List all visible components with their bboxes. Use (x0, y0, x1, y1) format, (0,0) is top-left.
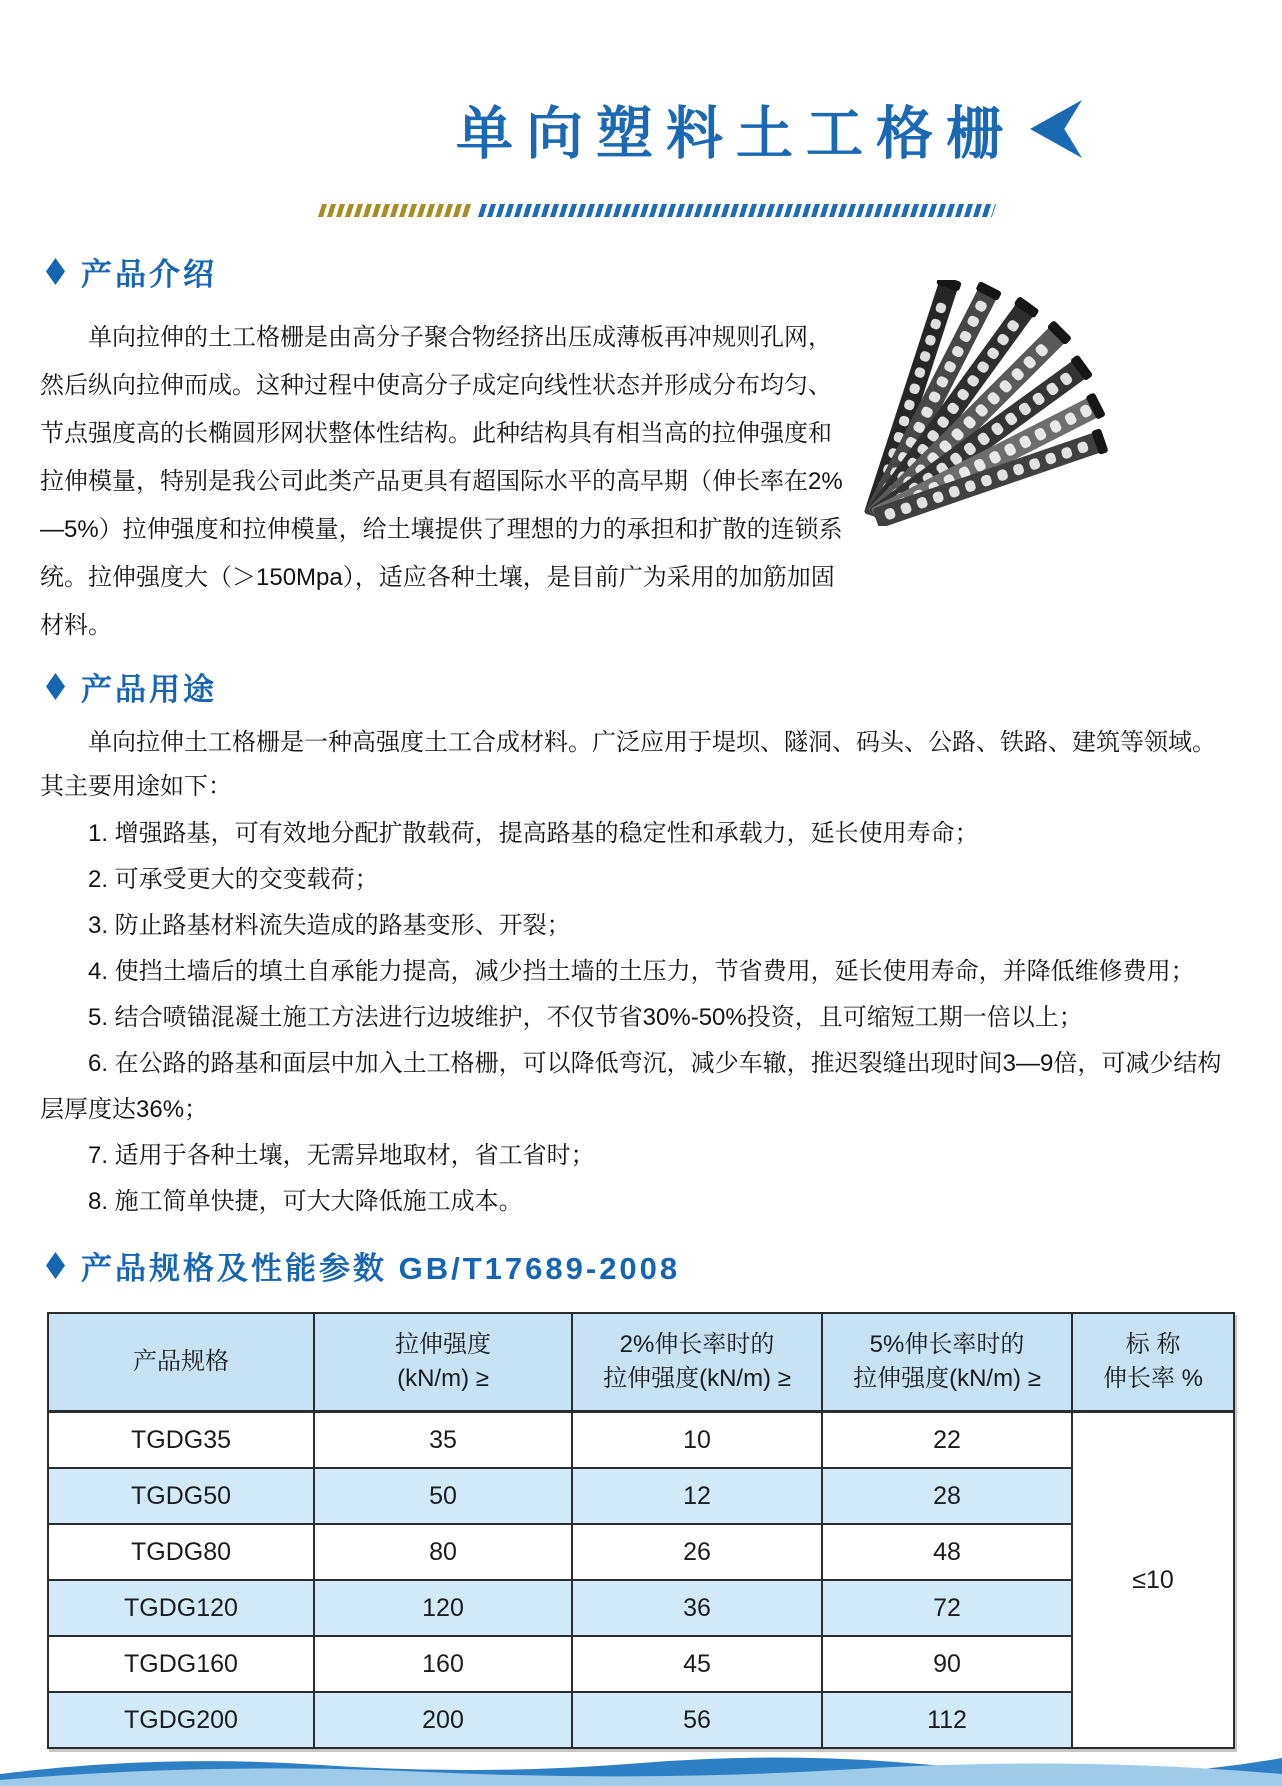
spec-cell: 56 (572, 1692, 822, 1748)
use-item: 5. 结合喷锚混凝土施工方法进行边坡维护，不仅节省30%-50%投资，且可缩短工期一倍以上； (88, 1004, 1083, 1031)
use-item: 3. 防止路基材料流失造成的路基变形、开裂； (88, 912, 571, 939)
spec-cell: TGDG120 (48, 1580, 314, 1636)
gold-hatch-stripe (318, 204, 472, 217)
spec-cell: TGDG160 (48, 1636, 314, 1692)
use-item: 1. 增强路基，可有效地分配扩散载荷，提高路基的稳定性和承载力，延长使用寿命； (88, 820, 979, 847)
use-item: 2. 可承受更大的交变载荷； (88, 866, 379, 893)
spec-cell: 50 (314, 1468, 572, 1524)
page-title: 单向塑料土工格栅 (456, 100, 1016, 167)
spec-cell: 28 (822, 1468, 1072, 1524)
spec-column-header: 产品规格 (48, 1313, 314, 1412)
spec-cell: 120 (314, 1580, 572, 1636)
spec-cell: 10 (572, 1412, 822, 1469)
left-chevron-icon (1030, 100, 1082, 158)
spec-row-TGDG50 (48, 1468, 1234, 1524)
nominal-elongation-cell: ≤10 (1072, 1412, 1234, 1749)
spec-cell: TGDG50 (48, 1468, 314, 1524)
spec-row-TGDG120 (48, 1580, 1234, 1636)
spec-table-header-row (48, 1313, 1234, 1412)
spec-cell: TGDG200 (48, 1692, 314, 1748)
blue-hatch-stripe (478, 204, 996, 217)
diamond-bullet-icon (46, 1252, 65, 1279)
diamond-bullet-icon (46, 673, 65, 700)
uses-intro-paragraph: 单向拉伸土工格栅是一种高强度土工合成材料。广泛应用于堤坝、隧洞、码头、公路、铁路、建筑等领域。 其主要用途如下： (40, 729, 1216, 800)
spec-cell: TGDG35 (48, 1412, 314, 1469)
spec-cell: 12 (572, 1468, 822, 1524)
diamond-bullet-icon (46, 258, 65, 285)
spec-table (47, 1312, 1235, 1749)
spec-cell: 48 (822, 1524, 1072, 1580)
spec-row-TGDG80 (48, 1524, 1234, 1580)
spec-cell: 90 (822, 1636, 1072, 1692)
use-item: 4. 使挡土墙后的填土自承能力提高，减少挡土墙的土压力，节省费用，延长使用寿命，并降低维修费用； (88, 958, 1195, 985)
section-specs-heading (0, 1243, 1282, 1288)
spec-column-header: 标 称 伸长率 % (1072, 1313, 1234, 1412)
spec-cell: TGDG80 (48, 1524, 314, 1580)
product-photo (844, 280, 1136, 526)
decorative-stripes (320, 204, 1282, 217)
spec-row-TGDG200 (48, 1692, 1234, 1748)
spec-cell: 160 (314, 1636, 572, 1692)
spec-cell: 200 (314, 1692, 572, 1748)
spec-cell: 35 (314, 1412, 572, 1469)
spec-row-TGDG35 (48, 1412, 1234, 1469)
spec-cell: 112 (822, 1692, 1072, 1748)
spec-cell: 36 (572, 1580, 822, 1636)
intro-paragraph: 单向拉伸的土工格栅是由高分子聚合物经挤出压成薄板再冲规则孔网，然后纵向拉伸而成。这种过程中使高分子成定向线性状态并形成分布均匀、节点强度高的长椭圆形网状整体性结构。此种结构具有相当高的拉伸强度和拉伸模量，特别是我公司此类产品更具有超国际水平的高早期（伸长率在2%—5%）拉伸强度和拉伸模量，给土壤提供了理想的力的承担和扩散的连锁系统。拉伸强度大（＞150Mpa），适应各种土壤，是目前广为采用的加筋加固材料。 (40, 324, 843, 639)
intro-section (0, 314, 1282, 650)
intro-heading-text: 产品介绍 (81, 257, 217, 292)
use-item: 6. 在公路的路基和面层中加入土工格栅，可以降低弯沉，减少车辙，推迟裂缝出现时间3—9倍，可减少结构层厚度达36%； (40, 1050, 1222, 1123)
spec-column-header: 2%伸长率时的 拉伸强度(kN/m) ≥ (572, 1313, 822, 1412)
use-item: 7. 适用于各种土壤，无需异地取材，省工省时； (88, 1142, 595, 1169)
spec-cell: 26 (572, 1524, 822, 1580)
spec-cell: 22 (822, 1412, 1072, 1469)
spec-cell: 80 (314, 1524, 572, 1580)
specs-heading-text: 产品规格及性能参数 GB/T17689-2008 (81, 1251, 681, 1286)
uses-list (40, 811, 1242, 1225)
spec-column-header: 拉伸强度 (kN/m) ≥ (314, 1313, 572, 1412)
uses-heading-text: 产品用途 (81, 672, 217, 707)
spec-cell: 45 (572, 1636, 822, 1692)
title-row (0, 0, 1282, 170)
use-item: 8. 施工简单快捷，可大大降低施工成本。 (88, 1188, 523, 1215)
spec-column-header: 5%伸长率时的 拉伸强度(kN/m) ≥ (822, 1313, 1072, 1412)
spec-cell: 72 (822, 1580, 1072, 1636)
section-uses-heading (0, 664, 1282, 709)
footer-wave (0, 1748, 1282, 1786)
spec-row-TGDG160 (48, 1636, 1234, 1692)
